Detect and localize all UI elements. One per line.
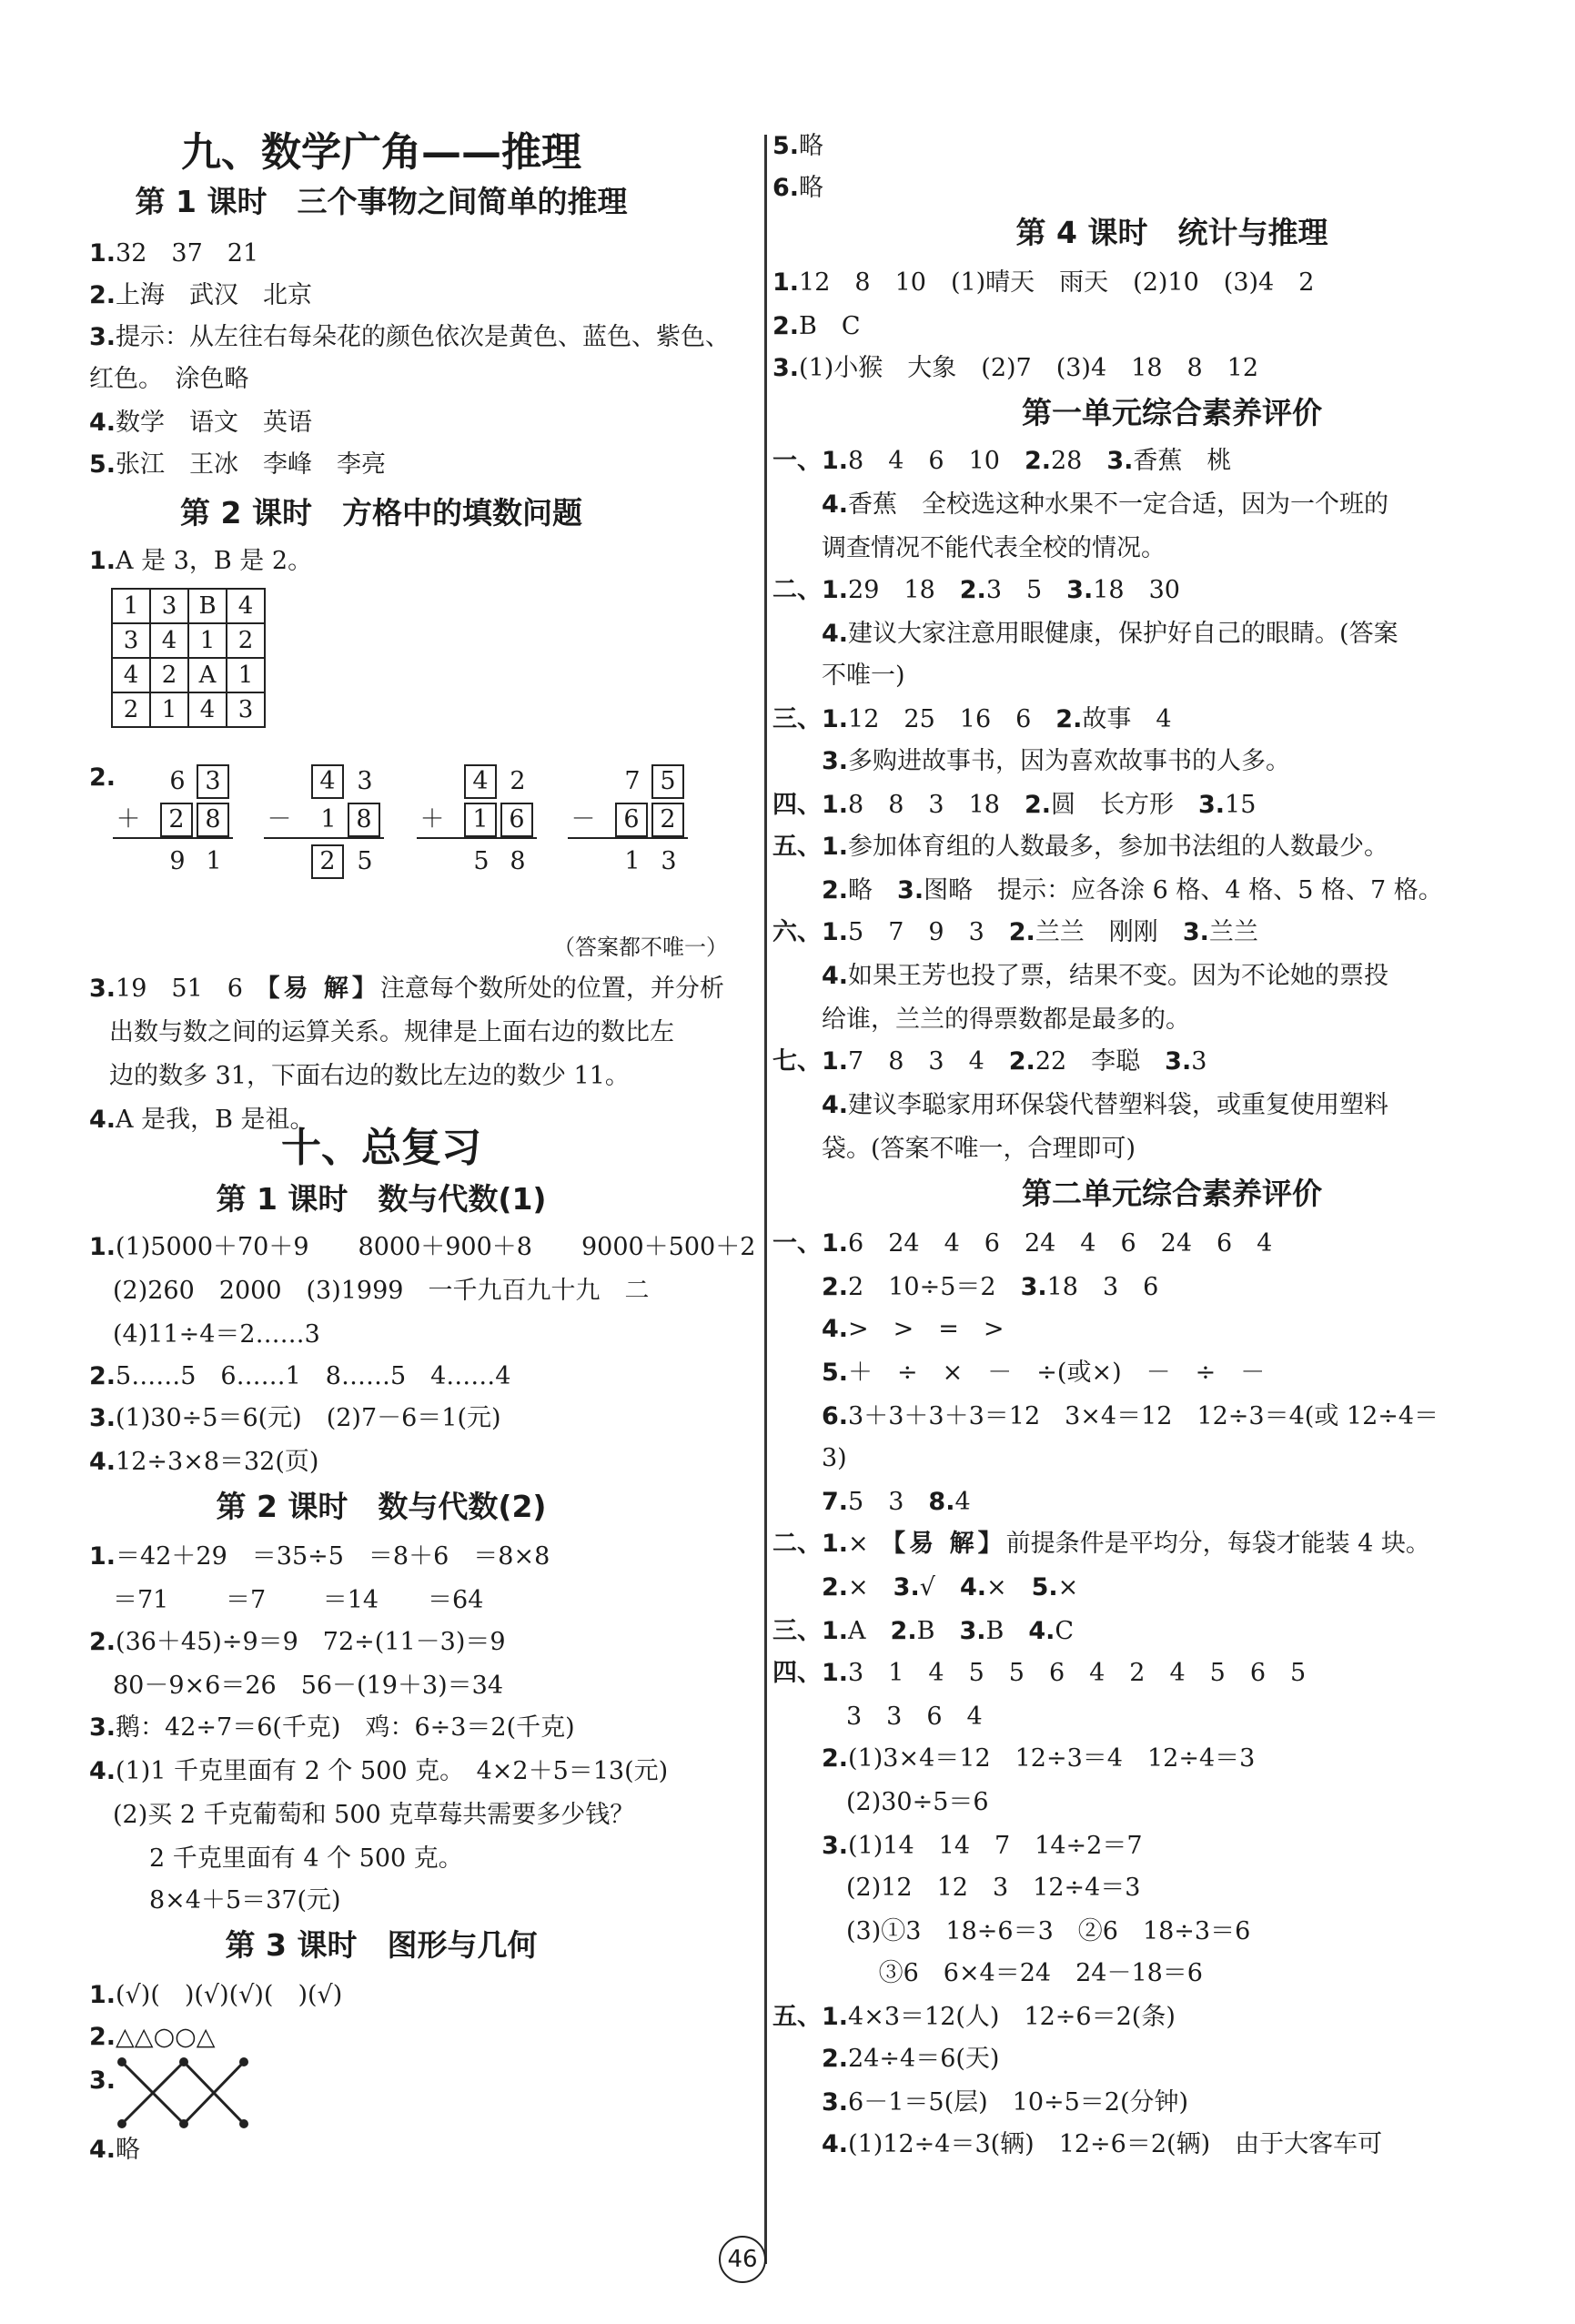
answer-line: 4.香蕉 全校选这种水果不一定合适，因为一个班的: [772, 490, 1389, 519]
answer-line: (2)12 12 3 12÷4＝3: [846, 1874, 1141, 1902]
answer-line: 2.B C: [772, 312, 861, 340]
chapter-10-title: 十、总复习: [281, 1125, 481, 1171]
answer-line: 不唯一): [822, 662, 905, 690]
answer-line: (2)260 2000 (3)1999 一千九百九十九 二: [113, 1277, 650, 1305]
answer-line: 2.上海 武汉 北京: [89, 281, 313, 309]
answer-line: (3)①3 18÷6＝3 ②6 18÷3＝6: [846, 1917, 1251, 1945]
answer-line: 一、1.6 24 4 6 24 4 6 24 6 4: [772, 1229, 1273, 1258]
answer-line: 3.提示：从左往右每朵花的颜色依次是黄色、蓝色、紫色、: [89, 323, 731, 351]
answer-line: 4.(1)1 千克里面有 2 个 500 克。 4×2＋5＝13(元): [89, 1757, 669, 1785]
answer-line: 6.3＋3＋3＋3＝12 3×4＝12 12÷3＝4(或 12÷4＝: [772, 1402, 1439, 1430]
unit-2-title: 第二单元综合素养评价: [1022, 1176, 1322, 1211]
answer-line: 80－9×6＝26 56－(19＋3)＝34: [113, 1672, 504, 1700]
unit-1-title: 第一单元综合素养评价: [1022, 395, 1322, 430]
answer-line: 5.略: [772, 132, 824, 160]
grid-cell: 2: [112, 692, 150, 727]
grid-cell: 3: [227, 692, 265, 727]
answer-line: 2.△△○○△: [89, 2023, 216, 2051]
answer-line: 给谁，兰兰的得票数都是最多的。: [822, 1005, 1190, 1034]
answer-line: 5.＋ ÷ × － ÷(或×) － ÷ －: [772, 1359, 1266, 1387]
answer-line: ③6 6×4＝24 24－18＝6: [846, 1959, 1203, 1987]
answer-line: 1.(√)( )(√)(√)( )(√): [89, 1981, 343, 2009]
question-number: 2.: [89, 763, 116, 792]
answer-line: 四、1.3 1 4 5 5 6 4 2 4 5 6 5: [772, 1659, 1307, 1687]
answer-line: 4.略: [89, 2136, 141, 2164]
page-number: 46: [719, 2236, 766, 2283]
answer-line: 4.(1)12÷4＝3(辆) 12÷6＝2(辆) 由于大客车可: [772, 2130, 1383, 2158]
answer-line: (2)30÷5＝6: [846, 1788, 989, 1816]
answer-line: 1.A 是 3，B 是 2。: [89, 547, 313, 575]
answer-line: 3 3 6 4: [846, 1703, 983, 1731]
answer-line: 3.6－1＝5(层) 10÷5＝2(分钟): [772, 2088, 1189, 2117]
answer-line: 二、1.× 【易 解】前提条件是平均分，每袋才能装 4 块。: [772, 1530, 1430, 1558]
grid-cell: 4: [188, 692, 227, 727]
number-grid: [111, 588, 266, 728]
grid-cell: 1: [188, 623, 227, 658]
grid-cell: 3: [150, 589, 188, 623]
review-lesson-2-title: 第 2 课时 数与代数(2): [216, 1489, 547, 1524]
answer-line: 二、1.29 18 2.3 5 3.18 30: [772, 576, 1180, 604]
answer-line: 2.略 3.图略 提示：应各涂 6 格、4 格、5 格、7 格。: [772, 876, 1443, 904]
answer-line: 3.19 51 6 【易 解】注意每个数所处的位置，并分析: [89, 975, 724, 1003]
review-lesson-1-title: 第 1 课时 数与代数(1): [216, 1181, 547, 1217]
answer-line: 七、1.7 8 3 4 2.22 李聪 3.3: [772, 1047, 1207, 1076]
answer-line: 3.(1)小猴 大象 (2)7 (3)4 18 8 12: [772, 354, 1259, 382]
answer-line: 5.张江 王冰 李峰 李亮: [89, 450, 387, 479]
lesson-1-title: 第 1 课时 三个事物之间简单的推理: [135, 184, 628, 219]
answer-line: 出数与数之间的运算关系。规律是上面右边的数比左: [109, 1018, 674, 1046]
answer-line: 3.多购进故事书，因为喜欢故事书的人多。: [772, 747, 1291, 775]
answer-line: (2)买 2 千克葡萄和 500 克草莓共需要多少钱？: [113, 1801, 635, 1829]
grid-cell: 2: [150, 658, 188, 692]
answer-line: 3.鹅：42÷7＝6(千克) 鸡：6÷3＝2(千克): [89, 1713, 575, 1742]
answer-line: (4)11÷4＝2……3: [113, 1320, 320, 1349]
answer-line: 3.(1)30÷5＝6(元) (2)7－6＝1(元): [89, 1404, 501, 1432]
answer-line: 4.A 是我，B 是祖。: [89, 1106, 315, 1134]
grid-cell: 3: [112, 623, 150, 658]
review-lesson-3-title: 第 3 课时 图形与几何: [225, 1927, 538, 1963]
answer-line: 四、1.8 8 3 18 2.圆 长方形 3.15: [772, 791, 1257, 819]
answer-line: 边的数多 31，下面右边的数比左边的数少 11。: [109, 1062, 630, 1090]
note: （答案都不唯一）: [553, 935, 728, 960]
answer-line: 4.建议大家注意用眼健康，保护好自己的眼睛。(答案: [772, 620, 1398, 648]
answer-line: 2.2 10÷5＝2 3.18 3 6: [772, 1273, 1159, 1301]
answer-line: 袋。(答案不唯一，合理即可): [822, 1135, 1136, 1163]
answer-line: ＝71 ＝7 ＝14 ＝64: [113, 1586, 484, 1614]
answer-line: 2.24÷4＝6(天): [772, 2045, 1000, 2073]
answer-line: 一、1.8 4 6 10 2.28 3.香蕉 桃: [772, 447, 1232, 475]
answer-line: 6.略: [772, 174, 824, 202]
answer-line: 三、1.12 25 16 6 2.故事 4: [772, 705, 1172, 733]
grid-cell: 1: [112, 589, 150, 623]
answer-line: 五、1.4×3＝12(人) 12÷6＝2(条): [772, 2003, 1176, 2031]
answer-line: 1.12 8 10 (1)晴天 雨天 (2)10 (3)4 2: [772, 268, 1315, 297]
answer-line: 调查情况不能代表全校的情况。: [822, 534, 1166, 562]
answer-line: 4.12÷3×8＝32(页): [89, 1448, 319, 1476]
answer-line: 2 千克里面有 4 个 500 克。: [149, 1844, 463, 1873]
answer-line: 4.数学 语文 英语: [89, 409, 313, 437]
answer-line: 2.× 3.√ 4.× 5.×: [772, 1573, 1079, 1602]
lesson-2-title: 第 2 课时 方格中的填数问题: [180, 495, 582, 530]
grid-cell: 1: [150, 692, 188, 727]
grid-cell: 1: [227, 658, 265, 692]
chapter-9-title: 九、数学广角——推理: [181, 129, 581, 176]
answer-line: 1.(1)5000＋70＋9 8000＋900＋8 9000＋500＋2: [89, 1233, 756, 1261]
answer-line: 3.(1)14 14 7 14÷2＝7: [772, 1832, 1143, 1860]
answer-line: 8×4＋5＝37(元): [149, 1886, 341, 1915]
answer-line: 红色。 涂色略: [89, 365, 249, 393]
answer-line: 3): [822, 1444, 847, 1472]
grid-cell: A: [188, 658, 227, 692]
answer-line: 2.5……5 6……1 8……5 4……4: [89, 1362, 511, 1390]
answer-line: 2.(36＋45)÷9＝9 72÷(11－3)＝9: [89, 1628, 506, 1656]
answer-line: 3.: [89, 2066, 116, 2095]
answer-line: 7.5 3 8.4: [772, 1488, 971, 1516]
matching-lines-diagram: [116, 2055, 253, 2133]
grid-cell: 4: [150, 623, 188, 658]
answer-line: 2.(1)3×4＝12 12÷3＝4 12÷4＝3: [772, 1744, 1256, 1773]
answer-line: 三、1.A 2.B 3.B 4.C: [772, 1617, 1075, 1645]
answer-line: 4.建议李聪家用环保袋代替塑料袋，或重复使用塑料: [772, 1091, 1389, 1119]
grid-cell: 2: [227, 623, 265, 658]
grid-cell: 4: [227, 589, 265, 623]
answer-line: 1.＝42＋29 ＝35÷5 ＝8＋6 ＝8×8: [89, 1542, 550, 1571]
answer-line: 六、1.5 7 9 3 2.兰兰 刚刚 3.兰兰: [772, 918, 1258, 946]
answer-line: 1.32 37 21: [89, 239, 259, 268]
grid-cell: 4: [112, 658, 150, 692]
lesson-4-title: 第 4 课时 统计与推理: [1015, 215, 1328, 250]
answer-line: 五、1.参加体育组的人数最多，参加书法组的人数最少。: [772, 833, 1389, 861]
grid-cell: B: [188, 589, 227, 623]
answer-line: 4.如果王芳也投了票，结果不变。因为不论她的票投: [772, 962, 1389, 990]
answer-line: 4.> > = >: [772, 1315, 1005, 1343]
column-divider: [764, 135, 767, 2264]
